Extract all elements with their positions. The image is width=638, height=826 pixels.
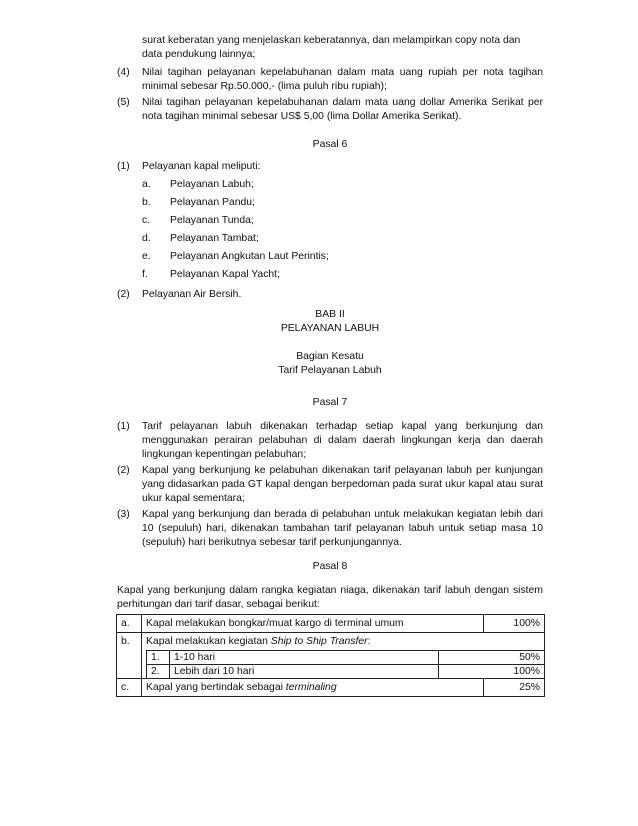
table-row [147, 665, 545, 679]
table-row [117, 615, 545, 633]
paragraph-continuation-line-1: surat keberatan yang menjelaskan keberatannya, dan melampirkan copy nota dan [142, 35, 521, 46]
sub-row-number: 2. [147, 665, 170, 679]
row-text: : [367, 636, 371, 647]
pasal-8-heading: Pasal 8 [312, 561, 348, 572]
pasal-6-heading: Pasal 6 [312, 139, 348, 150]
list-item: Pelayanan Tunda; [170, 215, 254, 226]
row-description [142, 679, 484, 697]
tariff-table [116, 614, 545, 697]
section-title: Tarif Pelayanan Labuh [278, 365, 382, 376]
sub-row-description: Lebih dari 10 hari [170, 665, 439, 679]
row-percentage: 25% [484, 679, 545, 697]
pasal-7-item-2-text: Kapal yang berkunjung ke pelabuhan dikenakan tarif pelayanan labuh per kunjungan yang didasarkan pada GT kapal dengan berpedoman pada surat ukur kapal atau surat ukur kapal sementara; [142, 465, 543, 504]
list-letter: b. [142, 197, 151, 208]
row-description: Kapal melakukan bongkar/muat kargo di terminal umum [142, 615, 484, 633]
section-heading: Bagian Kesatu [296, 351, 364, 362]
pasal-8-intro: Kapal yang berkunjung dalam rangka kegiatan niaga, dikenakan tarif labuh dengan sistem perhitungan dari tarif dasar, sebagai berikut: [117, 585, 543, 610]
sub-row-percentage: 100% [438, 665, 544, 679]
list-letter: f. [142, 269, 148, 280]
item-5-text: Nilai tagihan pelayanan kepelabuhanan dalam mata uang dollar Amerika Serikat per nota tagihan minimal sebesar US$ 5,00 (lima Dollar Amerika Serikat). [142, 97, 543, 122]
sub-row-description: 1-10 hari [170, 651, 439, 665]
table-row [117, 679, 545, 697]
pasal-7-item-1-text: Tarif pelayanan labuh dikenakan terhadap setiap kapal yang berkunjung dan menggunakan perairan pelabuhan di dalam daerah lingkungan kerja dan daerah lingkungan kepentingan pelabuhan; [142, 421, 543, 460]
row-label: b. [117, 633, 142, 679]
item-5-number: (5) [117, 97, 130, 108]
row-text: Kapal melakukan kegiatan [146, 636, 271, 647]
pasal-6-item-1-text: Pelayanan kapal meliputi: [142, 161, 261, 172]
list-item: Pelayanan Labuh; [170, 179, 254, 190]
pasal-7-item-1-number: (1) [117, 421, 130, 432]
list-item: Pelayanan Pandu; [170, 197, 255, 208]
pasal-7-item-3-number: (3) [117, 509, 130, 520]
item-4-number: (4) [117, 67, 130, 78]
sub-row-number: 1. [147, 651, 170, 665]
chapter-title: PELAYANAN LABUH [280, 323, 380, 334]
chapter-heading: BAB II [315, 309, 345, 320]
item-4-text: Nilai tagihan pelayanan kepelabuhanan dalam mata uang rupiah per nota tagihan minimal sebesar Rp.50.000,- (lima puluh ribu rupiah); [142, 67, 543, 92]
sub-table [146, 650, 544, 678]
pasal-6-item-2-text: Pelayanan Air Bersih. [142, 289, 242, 300]
list-item: Pelayanan Angkutan Laut Perintis; [170, 251, 329, 262]
row-description [142, 633, 545, 679]
pasal-7-item-3-text: Kapal yang berkunjung dan berada di pelabuhan untuk melakukan kegiatan lebih dari 10 (sepuluh) hari, dikenakan tambahan tarif pelayanan labuh untuk setiap masa 10 (sepuluh) hari berikutnya sebesar tarif perkunjungannya. [142, 509, 543, 548]
list-letter: c. [142, 215, 151, 226]
list-item: Pelayanan Tambat; [170, 233, 259, 244]
table-row [117, 633, 545, 679]
paragraph-continuation-line-2: data pendukung lainnya; [142, 49, 256, 60]
sub-row-percentage: 50% [438, 651, 544, 665]
list-item: Pelayanan Kapal Yacht; [170, 269, 280, 280]
pasal-7-heading: Pasal 7 [312, 397, 348, 408]
list-letter: a. [142, 179, 151, 190]
row-text-italic: terminaling [285, 682, 337, 693]
row-percentage: 100% [484, 615, 545, 633]
table-row [147, 651, 545, 665]
row-label: a. [117, 615, 142, 633]
pasal-6-item-1-number: (1) [117, 161, 130, 172]
list-letter: e. [142, 251, 151, 262]
row-label: c. [117, 679, 142, 697]
list-letter: d. [142, 233, 151, 244]
row-text: Kapal yang bertindak sebagai [146, 682, 286, 693]
pasal-6-item-2-number: (2) [117, 289, 130, 300]
pasal-7-item-2-number: (2) [117, 465, 130, 476]
row-text-italic: Ship to Ship Transfer [270, 636, 368, 647]
